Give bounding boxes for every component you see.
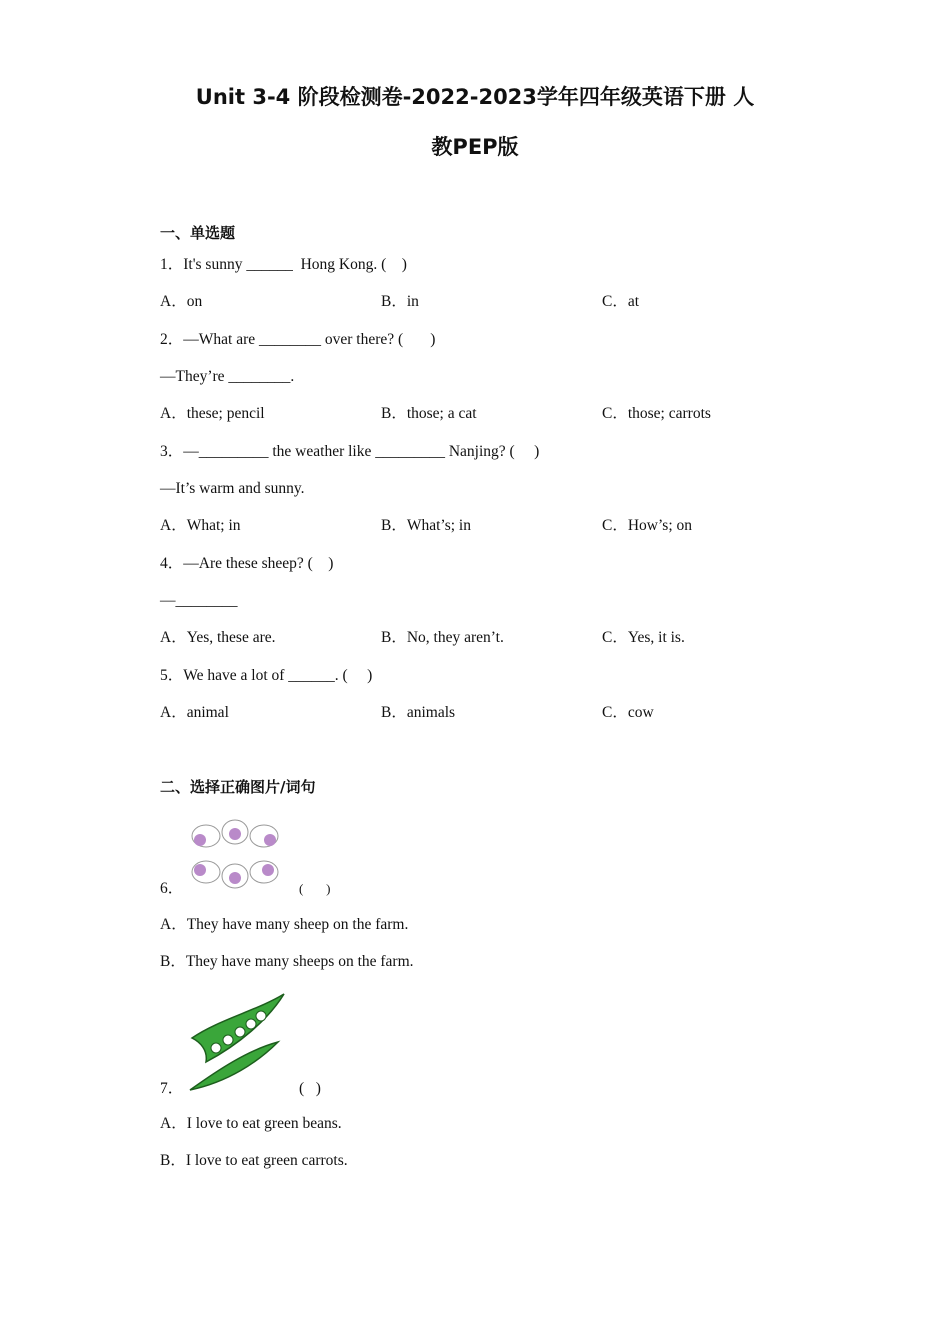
option-b: B．What’s; in [381,517,471,534]
green-beans-image [188,990,288,1095]
doc-title-line1: Unit 3-4 阶段检测卷-2022-2023学年四年级英语下册 人 [195,85,755,109]
question-4: 4．—Are these sheep? ( ) [160,555,334,572]
option-b: B．in [381,293,419,310]
option-c: C．at [602,293,640,310]
sheep-image [188,818,283,894]
option-a: A．on [160,293,203,310]
option-c: C．cow [602,704,654,721]
section-heading: 一、单选题 [160,224,236,242]
question-1: 1．It's sunny ______ Hong Kong. ( ) [160,256,407,273]
question-3: 3．—_________ the weather like _________ Nanjing? ( ) [160,443,540,460]
option-c: C．those; carrots [602,405,711,422]
question-6-number: 6． [160,880,184,897]
question-3-response: —It’s warm and sunny. [160,480,305,497]
option-b: B．those; a cat [381,405,477,422]
question-5: 5．We have a lot of ______. ( ) [160,667,373,684]
option-c: C．How’s; on [602,517,692,534]
option-a: A．I love to eat green beans. [160,1115,342,1132]
option-a: A．What; in [160,517,241,534]
option-a: A．Yes, these are. [160,629,276,646]
option-c: C．Yes, it is. [602,629,685,646]
question-4-response: —________ [160,592,238,609]
answer-paren: ( ) [299,1080,321,1097]
option-a: A．these; pencil [160,405,265,422]
option-b: B．No, they aren’t. [381,629,504,646]
option-b: B．They have many sheeps on the farm. [160,953,414,970]
answer-paren: ( ) [299,881,331,896]
section-heading: 二、选择正确图片/词句 [160,778,316,796]
doc-title-line2: 教PEP版 [431,135,519,159]
question-2-response: —They’re ________. [160,368,295,385]
option-a: A．They have many sheep on the farm. [160,916,409,933]
option-b: B．I love to eat green carrots. [160,1152,348,1169]
option-b: B．animals [381,704,456,721]
option-a: A．animal [160,704,229,721]
question-2: 2．—What are ________ over there? ( ) [160,331,436,348]
question-7-number: 7． [160,1080,184,1097]
